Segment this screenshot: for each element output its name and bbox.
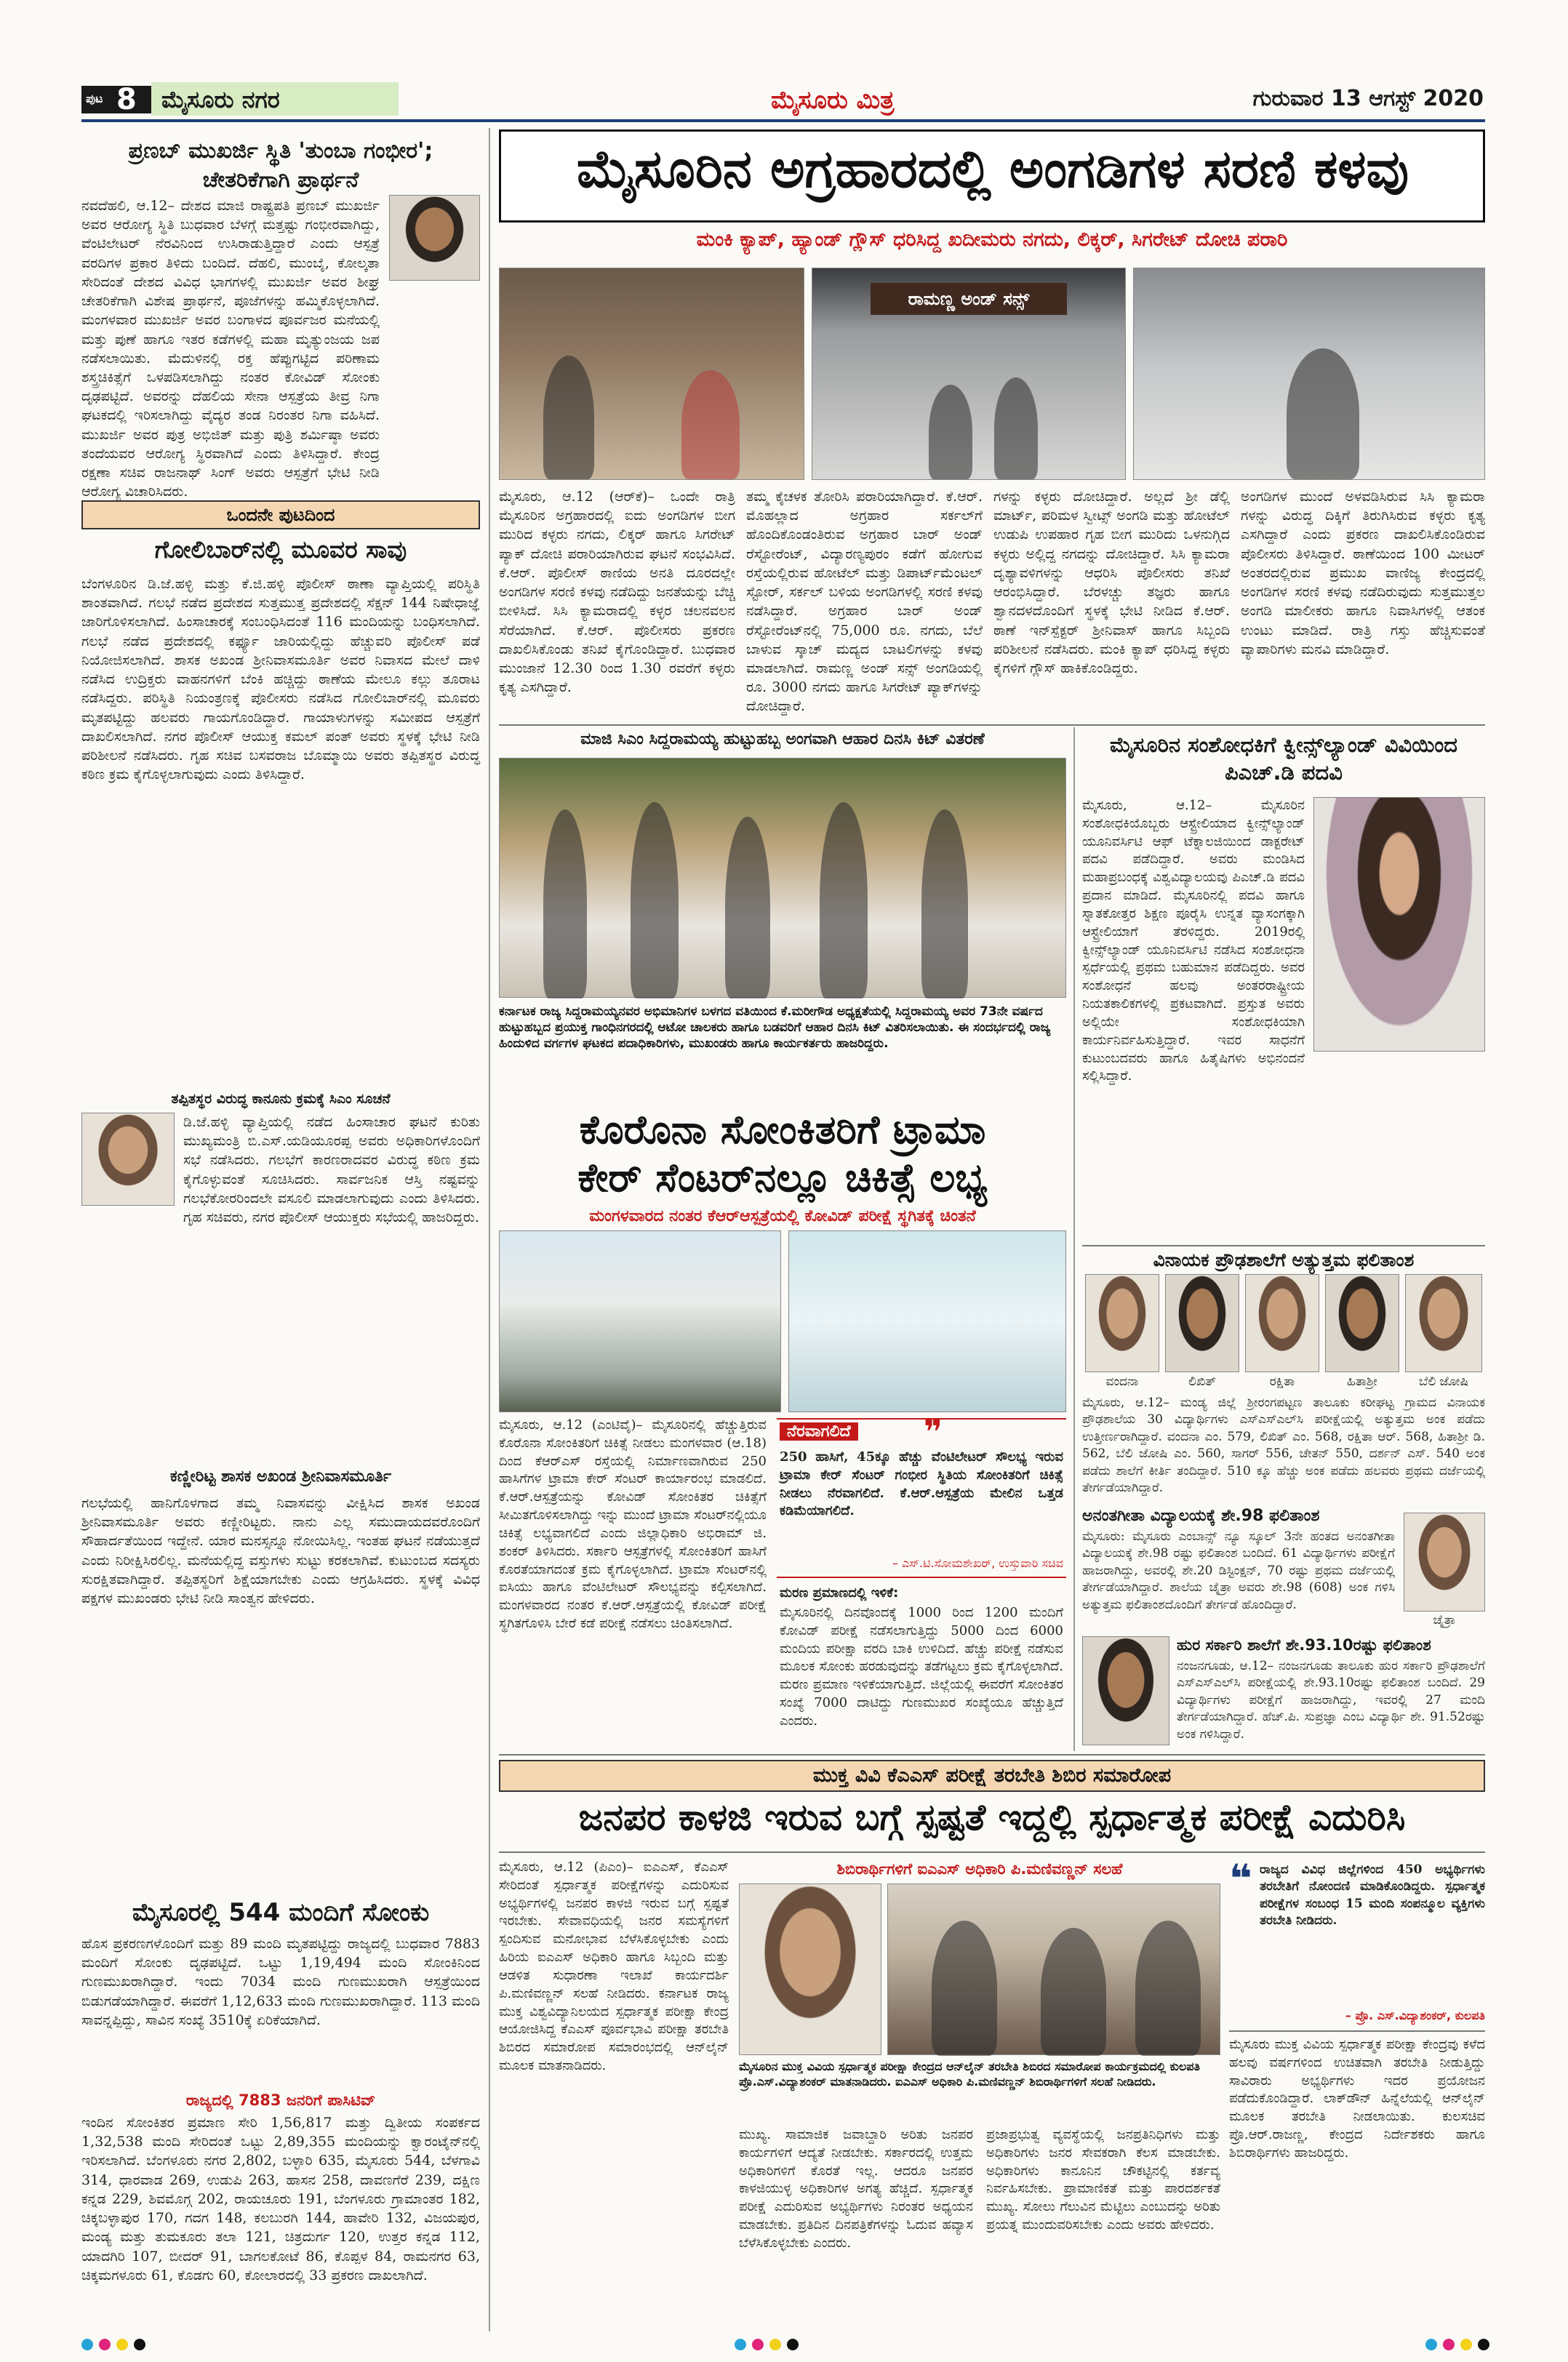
vinayaka-headline: ವಿನಾಯಕ ಪ್ರೌಢಶಾಲೆಗೆ ಅತ್ಯುತ್ತಮ ಫಲಿತಾಂಶ — [1153, 1249, 1415, 1270]
akhanda-subhead: ಕಣ್ಣೀರಿಟ್ಟ ಶಾಸಕ ಅಖಂಡ ಶ್ರೀನಿವಾಸಮೂರ್ತಿ — [169, 1468, 392, 1486]
kit-headline: ಮಾಜಿ ಸಿಎಂ ಸಿದ್ದರಾಮಯ್ಯ ಹುಟ್ಟುಹಬ್ಬ ಅಂಗವಾಗಿ ಆಹಾರ ದಿನಸಿ ಕಿಟ್ ವಿತರಣೆ — [580, 730, 985, 748]
trauma-col-1: ಮೈಸೂರು, ಆ.12 (ಎಂಟಿವೈ)– ಮೈಸೂರಿನಲ್ಲಿ ಹೆಚ್ಚುತ್ತಿರುವ ಕೊರೊನಾ ಸೋಂಕಿತರಿಗೆ ಚಿಕಿತ್ಸೆ ನೀಡಲು ಮಂಗಳವಾರ (ಆ.18) ದಿಂದ ಕೆಆರ್‌ಎಸ್ ರಸ್ತೆಯಲ್ಲಿ ನಿರ್ಮಾಣವಾಗಿರುವ 250 ಹಾಸಿಗೆಗಳ ಟ್ರಾಮಾ ಕೇರ್ ಸೆಂಟರ್ ಕಾರ್ಯಾರಂಭ ಮಾಡಲಿದೆ. ಕೆ.ಆರ್.ಆಸ್ಪತ್ರೆಯನ್ನು ಕೋವಿಡ್ ಸೋಂಕಿತರ ಚಿಕಿತ್ಸೆಗೆ ಸೀಮಿತಗೊಳಿಸಲಾಗಿದ್ದು ಇನ್ನು ಮುಂದೆ ಟ್ರಾಮಾ ಸೆಂಟರ್‌ನಲ್ಲಿಯೂ ಚಿಕಿತ್ಸೆ ಲಭ್ಯವಾಗಲಿದೆ ಎಂದು ಜಿಲ್ಲಾಧಿಕಾರಿ ಅಭಿರಾಮ್ ಜಿ. ಶಂಕರ್ ತಿಳಿಸಿದರು. ಸರ್ಕಾರಿ ಆಸ್ಪತ್ರೆಗಳಲ್ಲಿ ಸೋಂಕಿತರಿಗೆ ಹಾಸಿಗೆ ಕೊರತೆಯಾಗದಂತೆ ಕ್ರಮ ಕೈಗೊಳ್ಳಲಾಗಿದೆ. ಟ್ರಾಮಾ ಸೆಂಟರ್‌ನಲ್ಲಿ ಐಸಿಯು ಹಾಗೂ ವೆಂಟಿಲೇಟರ್ ಸೌಲಭ್ಯವನ್ನು ಕಲ್ಪಿಸಲಾಗಿದೆ. ಮಂಗಳವಾರದ ನಂತರ ಕೆ.ಆರ್.ಆಸ್ಪತ್ರೆಯಲ್ಲಿ ಕೋವಿಡ್ ಪರೀಕ್ಷೆ ಸ್ಥಗಿತಗೊಳಿಸಿ ಬೇರೆ ಕಡೆ ಪರೀಕ್ಷೆ ನಡೆಸಲು ಚಿಂತಿಸಲಾಗಿದೆ. — [499, 1417, 767, 1632]
lead-headline: ಮೈಸೂರಿನ ಅಗ್ರಹಾರದಲ್ಲಿ ಅಂಗಡಿಗಳ ಸರಣಿ ಕಳವು — [576, 138, 1409, 199]
phd-bottom-rule — [1082, 1245, 1485, 1246]
kas-col-1: ಮೈಸೂರು, ಆ.12 (ಪಿಎಂ)– ಐಎಎಸ್, ಕೆಎಎಸ್ ಸೇರಿದಂತೆ ಸ್ಪರ್ಧಾತ್ಮಕ ಪರೀಕ್ಷೆಗಳನ್ನು ಎದುರಿಸುವ ಅಭ್ಯರ್ಥಿಗಳಲ್ಲಿ ಜನಪರ ಕಾಳಜಿ ಇರುವ ಬಗ್ಗೆ ಸ್ಪಷ್ಟತೆ ಇರಬೇಕು. ಸೇವಾವಧಿಯಲ್ಲಿ ಜನರ ಸಮಸ್ಯೆಗಳಿಗೆ ಸ್ಪಂದಿಸುವ ಮನೋಭಾವ ಬೆಳೆಸಿಕೊಳ್ಳಬೇಕು ಎಂದು ಹಿರಿಯ ಐಎಎಸ್ ಅಧಿಕಾರಿ ಹಾಗೂ ಸಿಬ್ಬಂದಿ ಮತ್ತು ಆಡಳಿತ ಸುಧಾರಣಾ ಇಲಾಖೆ ಕಾರ್ಯದರ್ಶಿ ಪಿ.ಮಣಿವಣ್ಣನ್ ಸಲಹೆ ನೀಡಿದರು. ಕರ್ನಾಟಕ ರಾಜ್ಯ ಮುಕ್ತ ವಿಶ್ವವಿದ್ಯಾನಿಲಯದ ಸ್ಪರ್ಧಾತ್ಮಕ ಪರೀಕ್ಷಾ ಕೇಂದ್ರ ಆಯೋಜಿಸಿದ್ದ ಕೆಎಎಸ್ ಪೂರ್ವಭಾವಿ ಪರೀಕ್ಷಾ ತರಬೇತಿ ಶಿಬಿರದ ಸಮಾರೋಪ ಸಮಾರಂಭದಲ್ಲಿ ಆನ್‌ಲೈನ್ ಮೂಲಕ ಮಾತನಾಡಿದರು. — [499, 1859, 729, 2074]
kas-photo-caption: ಮೈಸೂರಿನ ಮುಕ್ತ ವಿವಿಯ ಸ್ಪರ್ಧಾತ್ಮಕ ಪರೀಕ್ಷಾ ಕೇಂದ್ರದ ಆನ್‌ಲೈನ್ ತರಬೇತಿ ಶಿಬಿರದ ಸಮಾರೋಪ ಕಾರ್ಯಕ್ರಮದಲ್ಲಿ ಕುಲಪತಿ ಪ್ರೊ.ಎಸ್.ವಿದ್ಯಾಶಂಕರ್ ಮಾತನಾಡಿದರು. ಐಎಎಸ್ ಅಧಿಕಾರಿ ಪಿ.ಮಣಿವಣ್ಣನ್ ಶಿಬಿರಾರ್ಥಿಗಳಿಗೆ ಸಲಹೆ ನೀಡಿದರು. — [739, 2059, 1200, 2089]
trauma-photo-1 — [499, 1230, 781, 1412]
kas-quote-author: – ಪ್ರೊ. ಎಸ್.ವಿದ್ಯಾಶಂಕರ್, ಕುಲಪತಿ — [1345, 2009, 1485, 2022]
kit-photo — [499, 758, 1066, 998]
state-body: ಇಂದಿನ ಸೋಂಕಿತರ ಪ್ರಮಾಣ ಸೇರಿ 1,56,817 ಮತ್ತು ದ್ವಿತೀಯ ಸಂಪರ್ಕದ 1,32,538 ಮಂದಿ ಸೇರಿದಂತೆ ಒಟ್ಟು 2,89,355 ಮಂದಿಯನ್ನು ಕ್ವಾರಂಟೈನ್‌ನಲ್ಲಿ ಇರಿಸಲಾಗಿದೆ. ಬೆಂಗಳೂರು ನಗರ 2,802, ಬಳ್ಳಾರಿ 635, ಮೈಸೂರು 544, ಬೆಳಗಾವಿ 314, ಧಾರವಾಡ 269, ಉಡುಪಿ 263, ಹಾಸನ 258, ದಾವಣಗೆರೆ 239, ದಕ್ಷಿಣ ಕನ್ನಡ 229, ಶಿವಮೊಗ್ಗ 202, ರಾಯಚೂರು 191, ಬೆಂಗಳೂರು ಗ್ರಾಮಾಂತರ 182, ಚಿಕ್ಕಬಳ್ಳಾಪುರ 170, ಗದಗ 148, ಕಲಬುರಗಿ 144, ಹಾವೇರಿ 132, ವಿಜಯಪುರ, ಮಂಡ್ಯ ಮತ್ತು ತುಮಕೂರು ತಲಾ 121, ಚಿತ್ರದುರ್ಗ 120, ಉತ್ತರ ಕನ್ನಡ 112, ಯಾದಗಿರಿ 107, ಬೀದರ್ 91, ಬಾಗಲಕೋಟೆ 86, ಕೊಪ್ಪಳ 84, ರಾಮನಗರ 63, ಚಿಕ್ಕಮಗಳೂರು 61, ಕೊಡಗು 60, ಕೋಲಾರದಲ್ಲಿ 33 ಪ್ರಕರಣ ದಾಖಲಾಗಿದೆ. — [81, 2115, 480, 2283]
trauma-headline-2: ಕೇರ್ ಸೆಂಟರ್‌ನಲ್ಲೂ ಚಿಕಿತ್ಸೆ ಲಭ್ಯ — [577, 1155, 988, 1201]
goli-headline: ಗೋಲಿಬಾರ್‌ನಲ್ಲಿ ಮೂವರ ಸಾವು — [154, 535, 407, 564]
kit-caption: ಕರ್ನಾಟಕ ರಾಜ್ಯ ಸಿದ್ದರಾಮಯ್ಯನವರ ಅಭಿಮಾನಿಗಳ ಬಳಗದ ವತಿಯಿಂದ ಕೆ.ಮರೀಗೌಡ ಅಧ್ಯಕ್ಷತೆಯಲ್ಲಿ ಸಿದ್ದರಾಮಯ್ಯ ಅವರ 73ನೇ ವರ್ಷದ ಹುಟ್ಟುಹಬ್ಬದ ಪ್ರಯುಕ್ತ ಗಾಂಧಿನಗರದಲ್ಲಿ ಆಟೋ ಚಾಲಕರು ಹಾಗೂ ಬಡವರಿಗೆ ಆಹಾರ ದಿನಸಿ ಕಿಟ್ ವಿತರಿಸಲಾಯಿತು. ಈ ಸಂದರ್ಭದಲ್ಲಿ ರಾಜ್ಯ ಹಿಂದುಳಿದ ವರ್ಗಗಳ ಘಟಕದ ಪದಾಧಿಕಾರಿಗಳು, ಮುಖಂಡರು ಹಾಗೂ ಕಾರ್ಯಕರ್ತರು ಹಾಜರಿದ್ದರು. — [499, 1004, 1051, 1052]
page-label: ಪುಟ — [86, 92, 103, 105]
ananthagiri-photo — [1404, 1513, 1485, 1612]
trauma-col2-label: ಮರಣ ಪ್ರಮಾಣದಲ್ಲಿ ಇಳಿಕೆ: — [780, 1585, 899, 1601]
lead-col-4: ಅಂಗಡಿಗಳ ಮುಂದೆ ಅಳವಡಿಸಿರುವ ಸಿಸಿ ಕ್ಯಾಮರಾ ಗಳನ್ನು ವಿರುದ್ಧ ದಿಕ್ಕಿಗೆ ತಿರುಗಿಸಿರುವ ಕಳ್ಳರು ಕೃತ್ಯ ಎಸಗಿದ್ದಾರೆ ಎಂದು ಪ್ರಕರಣ ದಾಖಲಿಸಿಕೊಂಡಿರುವ ಪೊಲೀಸರು ತಿಳಿಸಿದ್ದಾರೆ. ಠಾಣೆಯಿಂದ 100 ಮೀಟರ್ ಅಂತರದಲ್ಲಿರುವ ಪ್ರಮುಖ ವಾಣಿಜ್ಯ ಕೇಂದ್ರದಲ್ಲಿ ಅಂಗಡಿಗಳ ಸರಣಿ ಕಳವು ನಡೆದಿರುವುದು ಸುತ್ತಮುತ್ತಲ ಅಂಗಡಿ ಮಾಲೀಕರು ಹಾಗೂ ನಿವಾಸಿಗಳಲ್ಲಿ ಆತಂಕ ಉಂಟು ಮಾಡಿದೆ. ರಾತ್ರಿ ಗಸ್ತು ಹೆಚ್ಚಿಸುವಂತೆ ವ್ಯಾಪಾರಿಗಳು ಮನವಿ ಮಾಡಿದ್ದಾರೆ. — [1241, 489, 1485, 657]
student-photo — [1325, 1274, 1399, 1372]
kas-top-rule — [499, 1754, 1485, 1756]
cm-subhead: ತಪ್ಪಿತಸ್ಥರ ವಿರುದ್ಧ ಕಾನೂನು ಕ್ರಮಕ್ಕೆ ಸಿಎಂ ಸೂಚನೆ — [171, 1091, 391, 1107]
left-col-rule — [489, 128, 490, 2331]
student-name: ಬೆಲಿ ಜೋಷಿ — [1419, 1374, 1468, 1389]
lead-col-1: ಮೈಸೂರು, ಆ.12 (ಆರ್‌ಕೆ)– ಒಂದೇ ರಾತ್ರಿ ಮೈಸೂರಿನ ಅಗ್ರಹಾರದಲ್ಲಿ ಐದು ಅಂಗಡಿಗಳ ಬೀಗ ಮುರಿದ ಕಳ್ಳರು ನಗದು, ಲಿಕ್ಕರ್ ಹಾಗೂ ಸಿಗರೇಟ್ ಪ್ಯಾಕ್ ದೋಚಿ ಪರಾರಿಯಾಗಿರುವ ಘಟನೆ ಸಂಭವಿಸಿದೆ. ಕೆ.ಆರ್. ಪೊಲೀಸ್ ಠಾಣಿಯ ಅನತಿ ದೂರದಲ್ಲೇ ಅಂಗಡಿಗಳ ಸರಣಿ ಕಳವು ನಡೆದಿದ್ದು ಜನತೆಯನ್ನು ಬೆಚ್ಚಿ ಬೀಳಿಸಿದೆ. ಸಿಸಿ ಕ್ಯಾಮರಾದಲ್ಲಿ ಕಳ್ಳರ ಚಲನವಲನ ಸೆರೆಯಾಗಿದೆ. ಕೆ.ಆರ್. ಪೊಲೀಸರು ಪ್ರಕರಣ ದಾಖಲಿಸಿಕೊಂಡು ತನಿಖೆ ಕೈಗೊಂಡಿದ್ದಾರೆ. ಬುಧವಾರ ಮುಂಜಾನೆ 12.30 ರಿಂದ 1.30 ರವರೆಗೆ ಕಳ್ಳರು ಕೃತ್ಯ ಎಸಗಿದ್ದಾರೆ. — [499, 489, 735, 696]
ananthagiri-headline: ಅನಂತಗೀತಾ ವಿದ್ಯಾಲಯಕ್ಕೆ ಶೇ.98 ಫಲಿತಾಂಶ — [1082, 1507, 1320, 1525]
registration-dots — [1425, 2339, 1495, 2353]
pranab-photo — [389, 195, 480, 281]
lead-photo-3 — [1133, 268, 1485, 480]
trauma-photo-2 — [788, 1230, 1066, 1412]
phd-headline: ಮೈಸೂರಿನ ಸಂಶೋಧಕಿಗೆ ಕ್ವೀನ್ಸ್‌ಲ್ಯಾಂಡ್ ವಿವಿಯಿಂದ ಪಿಎಚ್.ಡಿ ಪದವಿ — [1110, 732, 1457, 785]
hura-photo — [1082, 1636, 1169, 1745]
quote-open-icon: ❝ — [1229, 1856, 1252, 1902]
vinayaka-body: ಮೈಸೂರು, ಆ.12– ಮಂಡ್ಯ ಜಿಲ್ಲೆ ಶ್ರೀರಂಗಪಟ್ಟಣ ತಾಲೂಕು ಕರೀಘಟ್ಟ ಗ್ರಾಮದ ವಿನಾಯಕ ಪ್ರೌಢಶಾಲೆಯ 30 ವಿದ್ಯಾರ್ಥಿಗಳು ಎಸ್‌ಎಸ್‌ಎಲ್‌ಸಿ ಪರೀಕ್ಷೆಯಲ್ಲಿ ಅತ್ಯುತ್ತಮ ಅಂಕ ಪಡೆದು ಉತ್ತೀರ್ಣರಾಗಿದ್ದಾರೆ. ವಂದನಾ ಎಂ. 579, ಲಿಖಿತ್ ಎಂ. 568, ರಕ್ಷಿತಾ ಆರ್. 568, ಹಿತಾಶ್ರೀ ಡಿ. 562, ಬೆಲಿ ಜೋಷಿ ಎಂ. 560, ಸಾಗರ್ 556, ಚೇತನ್ 550, ದರ್ಶನ್ ಎಸ್. 540 ಅಂಕ ಪಡೆದು ಶಾಲೆಗೆ ಕೀರ್ತಿ ತಂದಿದ್ದಾರೆ. 510 ಕ್ಕೂ ಹೆಚ್ಚು ಅಂಕ ಪಡೆದು ಹಲವರು ಪ್ರಥಮ ದರ್ಜೆಯಲ್ಲಿ ತೇರ್ಗಡೆಯಾಗಿದ್ದಾರೆ. — [1082, 1396, 1485, 1496]
section-title: ಮೈಸೂರು ನಗರ — [161, 86, 280, 113]
student-name: ರಕ್ಷಿತಾ — [1269, 1374, 1295, 1389]
lead-photo-1 — [499, 268, 804, 480]
page-number: 8 — [116, 83, 137, 116]
kas-col-4: ಮೈಸೂರು ಮುಕ್ತ ವಿವಿಯ ಸ್ಪರ್ಧಾತ್ಮಕ ಪರೀಕ್ಷಾ ಕೇಂದ್ರವು ಕಳೆದ ಹಲವು ವರ್ಷಗಳಿಂದ ಉಚಿತವಾಗಿ ತರಬೇತಿ ನೀಡುತ್ತಿದ್ದು ಸಾವಿರಾರು ಅಭ್ಯರ್ಥಿಗಳು ಇದರ ಪ್ರಯೋಜನ ಪಡೆದುಕೊಂಡಿದ್ದಾರೆ. ಲಾಕ್‌ಡೌನ್ ಹಿನ್ನೆಲೆಯಲ್ಲಿ ಆನ್‌ಲೈನ್ ಮೂಲಕ ತರಬೇತಿ ನೀಡಲಾಯಿತು. ಕುಲಸಚಿವ ಪ್ರೊ.ಆರ್.ರಾಜಣ್ಣ, ಕೇಂದ್ರದ ನಿರ್ದೇಶಕರು ಹಾಗೂ ಶಿಬಿರಾರ್ಥಿಗಳು ಹಾಜರಿದ್ದರು. — [1229, 2037, 1485, 2161]
student-photo — [1405, 1274, 1482, 1372]
registration-dots — [81, 2339, 151, 2353]
paper-name: ಮೈಸೂರು ಮಿತ್ರ — [771, 86, 895, 115]
kas-col-2: ಮುಖ್ಯ. ಸಾಮಾಜಿಕ ಜವಾಬ್ದಾರಿ ಅರಿತು ಜನಪರ ಕಾರ್ಯಗಳಿಗೆ ಆದ್ಯತೆ ನೀಡಬೇಕು. ಸರ್ಕಾರದಲ್ಲಿ ಉತ್ತಮ ಅಧಿಕಾರಿಗಳಿಗೆ ಕೊರತೆ ಇಲ್ಲ. ಆದರೂ ಜನಪರ ಕಾಳಜಿಯುಳ್ಳ ಅಧಿಕಾರಿಗಳ ಅಗತ್ಯ ಹೆಚ್ಚಿದೆ. ಸ್ಪರ್ಧಾತ್ಮಕ ಪರೀಕ್ಷೆ ಎದುರಿಸುವ ಅಭ್ಯರ್ಥಿಗಳು ನಿರಂತರ ಅಧ್ಯಯನ ಮಾಡಬೇಕು. ಪ್ರತಿದಿನ ದಿನಪತ್ರಿಕೆಗಳನ್ನು ಓದುವ ಹವ್ಯಾಸ ಬೆಳೆಸಿಕೊಳ್ಳಬೇಕು ಎಂದರು. — [739, 2127, 973, 2251]
lead-photo-2 — [812, 268, 1126, 480]
student-name: ಹಿತಾಶ್ರೀ — [1347, 1374, 1377, 1389]
trauma-col-2: ಮೈಸೂರಿನಲ್ಲಿ ದಿನವೊಂದಕ್ಕೆ 1000 ರಿಂದ 1200 ಮಂದಿಗೆ ಕೋವಿಡ್ ಪರೀಕ್ಷೆ ನಡೆಸಲಾಗುತ್ತಿದ್ದು 5000 ದಿಂದ 6000 ಮಂದಿಯ ಪರೀಕ್ಷಾ ವರದಿ ಬಾಕಿ ಉಳಿದಿದೆ. ಹೆಚ್ಚು ಪರೀಕ್ಷೆ ನಡೆಸುವ ಮೂಲಕ ಸೋಂಕು ಹರಡುವುದನ್ನು ತಡೆಗಟ್ಟಲು ಕ್ರಮ ಕೈಗೊಳ್ಳಲಾಗಿದೆ. ಮರಣ ಪ್ರಮಾಣ ಇಳಿಕೆಯಾಗುತ್ತಿದೆ. ಜಿಲ್ಲೆಯಲ್ಲಿ ಈವರೆಗೆ ಸೋಂಕಿತರ ಸಂಖ್ಯೆ 7000 ದಾಟಿದ್ದು ಗುಣಮುಖರ ಸಂಖ್ಯೆಯೂ ಹೆಚ್ಚುತ್ತಿದೆ ಎಂದರು. — [780, 1605, 1063, 1729]
hura-headline: ಹುರ ಸರ್ಕಾರಿ ಶಾಲೆಗೆ ಶೇ.93.10ರಷ್ಟು ಫಲಿತಾಂಶ — [1177, 1636, 1431, 1654]
lead-col-2: ತಮ್ಮ ಕೈಚಳಕ ತೋರಿಸಿ ಪರಾರಿಯಾಗಿದ್ದಾರೆ. ಕೆ.ಆರ್. ಮೊಹಲ್ಲಾದ ಅಗ್ರಹಾರ ಸರ್ಕಲ್‌ಗೆ ಹೊಂದಿಕೊಂಡಂತಿರುವ ಅಗ್ರಹಾರ ಬಾರ್ ಅಂಡ್ ರೆಸ್ಟೋರೆಂಟ್, ವಿದ್ಯಾರಣ್ಯಪುರಂ ಕಡೆಗೆ ಹೋಗುವ ರಸ್ತೆಯಲ್ಲಿರುವ ಹೋಟೆಲ್ ಮತ್ತು ಡಿಪಾರ್ಟ್‌ಮೆಂಟಲ್ ಸ್ಟೋರ್, ಸರ್ಕಲ್ ಬಳಿಯ ಅಂಗಡಿಗಳಲ್ಲಿ ಸರಣಿ ಕಳವು ನಡೆಸಿದ್ದಾರೆ. ಅಗ್ರಹಾರ ಬಾರ್ ಅಂಡ್ ರೆಸ್ಟೋರೆಂಟ್‌ನಲ್ಲಿ 75,000 ರೂ. ನಗದು, ಬೆಲೆ ಬಾಳುವ ಸ್ಕಾಚ್ ಮದ್ಯದ ಬಾಟಲಿಗಳನ್ನು ಕಳವು ಮಾಡಲಾಗಿದೆ. ರಾಮಣ್ಣ ಅಂಡ್ ಸನ್ಸ್ ಅಂಗಡಿಯಲ್ಲಿ ರೂ. 3000 ನಗದು ಹಾಗೂ ಸಿಗರೇಟ್ ಪ್ಯಾಕ್‌ಗಳನ್ನು ದೋಚಿದ್ದಾರೆ. — [746, 489, 983, 715]
goli-body: ಬೆಂಗಳೂರಿನ ಡಿ.ಜೆ.ಹಳ್ಳಿ ಮತ್ತು ಕೆ.ಜಿ.ಹಳ್ಳಿ ಪೊಲೀಸ್ ಠಾಣಾ ವ್ಯಾಪ್ತಿಯಲ್ಲಿ ಪರಿಸ್ಥಿತಿ ಶಾಂತವಾಗಿದೆ. ಗಲಭೆ ನಡೆದ ಪ್ರದೇಶದ ಸುತ್ತಮುತ್ತ ಪ್ರದೇಶದಲ್ಲಿ ಸೆಕ್ಷನ್ 144 ನಿಷೇಧಾಜ್ಞೆ ಜಾರಿಗೊಳಿಸಲಾಗಿದೆ. ಹಿಂಸಾಚಾರಕ್ಕೆ ಸಂಬಂಧಿಸಿದಂತೆ 116 ಮಂದಿಯನ್ನು ಬಂಧಿಸಲಾಗಿದೆ. ಗಲಭೆ ನಡೆದ ಪ್ರದೇಶದಲ್ಲಿ ಕರ್ಫ್ಯೂ ಜಾರಿಯಲ್ಲಿದ್ದು ಹೆಚ್ಚುವರಿ ಪೊಲೀಸ್ ಪಡೆ ನಿಯೋಜಿಸಲಾಗಿದೆ. ಶಾಸಕ ಅಖಂಡ ಶ್ರೀನಿವಾಸಮೂರ್ತಿ ಅವರ ನಿವಾಸದ ಮೇಲೆ ದಾಳಿ ನಡೆಸಿದ ಉದ್ರಿಕ್ತರು ವಾಹನಗಳಿಗೆ ಬೆಂಕಿ ಹಚ್ಚಿದ್ದು ಠಾಣೆಯ ಮೇಲೂ ಕಲ್ಲು ತೂರಾಟ ನಡೆಸಿದ್ದರು. ಪರಿಸ್ಥಿತಿ ನಿಯಂತ್ರಣಕ್ಕೆ ಪೊಲೀಸರು ನಡೆಸಿದ ಗೋಲಿಬಾರ್‌ನಲ್ಲಿ ಮೂವರು ಮೃತಪಟ್ಟಿದ್ದು ಹಲವರು ಗಾಯಗೊಂಡಿದ್ದಾರೆ. ಗಾಯಾಳುಗಳನ್ನು ಸಮೀಪದ ಆಸ್ಪತ್ರೆಗೆ ದಾಖಲಿಸಲಾಗಿದೆ. ನಗರ ಪೊಲೀಸ್ ಆಯುಕ್ತ ಕಮಲ್ ಪಂತ್ ಅವರು ಸ್ಥಳಕ್ಕೆ ಭೇಟಿ ನೀಡಿ ಪರಿಶೀಲನೆ ನಡೆಸಿದರು. ಗೃಹ ಸಚಿವ ಬಸವರಾಜ ಬೊಮ್ಮಾಯಿ ಅವರು ತಪ್ಪಿತಸ್ಥರ ವಿರುದ್ಧ ಕಠಿಣ ಕ್ರಮ ಕೈಗೊಳ್ಳಲಾಗುವುದು ಎಂದು ತಿಳಿಸಿದ್ದಾರೆ. — [81, 576, 480, 783]
ondane-bar: ಒಂದನೇ ಪುಟದಿಂದ — [81, 500, 480, 529]
ananthagiri-photo-name: ಚೈತ್ರಾ — [1433, 1613, 1456, 1628]
phd-body: ಮೈಸೂರು, ಆ.12– ಮೈಸೂರಿನ ಸಂಶೋಧಕಿಯೊಬ್ಬರು ಆಸ್ಟ್ರೇಲಿಯಾದ ಕ್ವೀನ್ಸ್‌ಲ್ಯಾಂಡ್ ಯೂನಿವರ್ಸಿಟಿ ಆಫ್ ಟೆಕ್ನಾಲಜಿಯಿಂದ ಡಾಕ್ಟರೇಟ್ ಪದವಿ ಪಡೆದಿದ್ದಾರೆ. ಅವರು ಮಂಡಿಸಿದ ಮಹಾಪ್ರಬಂಧಕ್ಕೆ ವಿಶ್ವವಿದ್ಯಾಲಯವು ಪಿಎಚ್.ಡಿ ಪದವಿ ಪ್ರದಾನ ಮಾಡಿದೆ. ಮೈಸೂರಿನಲ್ಲಿ ಪದವಿ ಹಾಗೂ ಸ್ನಾತಕೋತ್ತರ ಶಿಕ್ಷಣ ಪೂರೈಸಿ ಉನ್ನತ ವ್ಯಾಸಂಗಕ್ಕಾಗಿ ಆಸ್ಟ್ರೇಲಿಯಾಗೆ ತೆರಳಿದ್ದರು. 2019ರಲ್ಲಿ ಕ್ವೀನ್ಸ್‌ಲ್ಯಾಂಡ್ ಯೂನಿವರ್ಸಿಟಿ ನಡೆಸಿದ ಸಂಶೋಧನಾ ಸ್ಪರ್ಧೆಯಲ್ಲಿ ಪ್ರಥಮ ಬಹುಮಾನ ಪಡೆದಿದ್ದರು. ಅವರ ಸಂಶೋಧನೆ ಹಲವು ಅಂತರರಾಷ್ಟ್ರೀಯ ನಿಯತಕಾಲಿಕಗಳಲ್ಲಿ ಪ್ರಕಟವಾಗಿದೆ. ಪ್ರಸ್ತುತ ಅವರು ಅಲ್ಲಿಯೇ ಸಂಶೋಧಕಿಯಾಗಿ ಕಾರ್ಯನಿರ್ವಹಿಸುತ್ತಿದ್ದಾರೆ. ಇವರ ಸಾಧನೆಗೆ ಕುಟುಂಬದವರು ಹಾಗೂ ಹಿತೈಷಿಗಳು ಅಭಿನಂದನೆ ಸಲ್ಲಿಸಿದ್ದಾರೆ. — [1082, 798, 1305, 1084]
phd-body-cont — [1082, 1062, 1485, 1244]
akhanda-body: ಗಲಭೆಯಲ್ಲಿ ಹಾನಿಗೊಳಗಾದ ತಮ್ಮ ನಿವಾಸವನ್ನು ವೀಕ್ಷಿಸಿದ ಶಾಸಕ ಅಖಂಡ ಶ್ರೀನಿವಾಸಮೂರ್ತಿ ಅವರು ಕಣ್ಣೀರಿಟ್ಟರು. ನಾನು ಎಲ್ಲ ಸಮುದಾಯದವರೊಂದಿಗೆ ಸೌಹಾರ್ದತೆಯಿಂದ ಇದ್ದೇನೆ. ಯಾರ ಮನಸ್ಸನ್ನೂ ನೋಯಿಸಿಲ್ಲ. ಇಂತಹ ಘಟನೆ ನಡೆಯುತ್ತದೆ ಎಂದು ನಿರೀಕ್ಷಿಸಿರಲಿಲ್ಲ. ಮನೆಯಲ್ಲಿದ್ದ ವಸ್ತುಗಳು ಸುಟ್ಟು ಕರಕಲಾಗಿವೆ. ಕುಟುಂಬದ ಸದಸ್ಯರು ಸುರಕ್ಷಿತವಾಗಿದ್ದಾರೆ. ತಪ್ಪಿತಸ್ಥರಿಗೆ ಶಿಕ್ಷೆಯಾಗಬೇಕು ಎಂದು ಆಗ್ರಹಿಸಿದರು. ಸ್ಥಳಕ್ಕೆ ವಿವಿಧ ಪಕ್ಷಗಳ ಮುಖಂಡರು ಭೇಟಿ ನೀಡಿ ಸಾಂತ್ವನ ಹೇಳಿದರು. — [81, 1495, 480, 1607]
kas-col-3: ಪ್ರಜಾಪ್ರಭುತ್ವ ವ್ಯವಸ್ಥೆಯಲ್ಲಿ ಜನಪ್ರತಿನಿಧಿಗಳು ಮತ್ತು ಅಧಿಕಾರಿಗಳು ಜನರ ಸೇವಕರಾಗಿ ಕೆಲಸ ಮಾಡಬೇಕು. ಅಧಿಕಾರಿಗಳು ಕಾನೂನಿನ ಚೌಕಟ್ಟಿನಲ್ಲಿ ಕರ್ತವ್ಯ ನಿರ್ವಹಿಸಬೇಕು. ಪ್ರಾಮಾಣಿಕತೆ ಮತ್ತು ಪಾರದರ್ಶಕತೆ ಮುಖ್ಯ. ಸೋಲು ಗೆಲುವಿನ ಮೆಟ್ಟಿಲು ಎಂಬುದನ್ನು ಅರಿತು ಪ್ರಯತ್ನ ಮುಂದುವರಿಸಬೇಕು ಎಂದು ಅವರು ಹೇಳಿದರು. — [986, 2127, 1220, 2233]
kas-quote: ರಾಜ್ಯದ ವಿವಿಧ ಜಿಲ್ಲೆಗಳಿಂದ 450 ಅಭ್ಯರ್ಥಿಗಳು ತರಬೇತಿಗೆ ನೋಂದಣಿ ಮಾಡಿಕೊಂಡಿದ್ದರು. ಸ್ಪರ್ಧಾತ್ಮಕ ಪರೀಕ್ಷೆಗಳ ಸಂಬಂಧ 15 ಮಂದಿ ಸಂಪನ್ಮೂಲ ವ್ಯಕ್ತಿಗಳು ತರಬೇತಿ ನೀಡಿದರು. — [1260, 1862, 1485, 1929]
lead-subhead: ಮಂಕಿ ಕ್ಯಾಪ್, ಹ್ಯಾಂಡ್ ಗ್ಲೌಸ್ ಧರಿಸಿದ್ದ ಖದೀಮರು ನಗದು, ಲಿಕ್ಕರ್, ಸಿಗರೇಟ್ ದೋಚಿ ಪರಾರಿ — [696, 228, 1288, 251]
state-subhead: ರಾಜ್ಯದಲ್ಲಿ 7883 ಜನರಿಗೆ ಪಾಸಿಟಿವ್ — [185, 2091, 376, 2109]
k544-headline: ಮೈಸೂರಲ್ಲಿ 544 ಮಂದಿಗೆ ಸೋಂಕು — [132, 1898, 430, 1927]
shop-sign: ರಾಮಣ್ಣ ಅಂಡ್ ಸನ್ಸ್ — [871, 283, 1067, 315]
quote-mark-icon: ❞ — [924, 1414, 943, 1451]
kas-caption-red: ಶಿಬಿರಾರ್ಥಿಗಳಿಗೆ ಐಎಎಸ್ ಅಧಿಕಾರಿ ಪಿ.ಮಣಿವಣ್ಣನ್ ಸಲಹೆ — [836, 1860, 1123, 1878]
student-name: ವಂದನಾ — [1105, 1374, 1139, 1389]
pranab-headline: ಪ್ರಣಬ್ ಮುಖರ್ಜಿ ಸ್ಥಿತಿ 'ತುಂಬಾ ಗಂಭೀರ'; ಚೇತರಿಕೆಗಾಗಿ ಪ್ರಾರ್ಥನೆ — [128, 138, 433, 193]
phd-photo — [1313, 797, 1485, 1052]
trauma-quote: 250 ಹಾಸಿಗೆ, 45ಕ್ಕೂ ಹೆಚ್ಚು ವೆಂಟಿಲೇಟರ್ ಸೌಲಭ್ಯ ಇರುವ ಟ್ರಾಮಾ ಕೇರ್ ಸೆಂಟರ್ ಗಂಭೀರ ಸ್ಥಿತಿಯ ಸೋಂಕಿತರಿಗೆ ಚಿಕಿತ್ಸೆ ನೀಡಲು ನೆರವಾಗಲಿದೆ. ಕೆ.ಆರ್.ಆಸ್ಪತ್ರೆಯ ಮೇಲಿನ ಒತ್ತಡ ಕಡಿಮೆಯಾಗಲಿದೆ. — [780, 1449, 1063, 1519]
pranab-body: ನವದೆಹಲಿ, ಆ.12– ದೇಶದ ಮಾಜಿ ರಾಷ್ಟ್ರಪತಿ ಪ್ರಣಬ್ ಮುಖರ್ಜಿ ಅವರ ಆರೋಗ್ಯ ಸ್ಥಿತಿ ಬುಧವಾರ ಬೆಳಗ್ಗೆ ಮತ್ತಷ್ಟು ಗಂಭೀರವಾಗಿದ್ದು, ವೆಂಟಿಲೇಟರ್ ನೆರವಿನಿಂದ ಉಸಿರಾಡುತ್ತಿದ್ದಾರೆ ಎಂದು ಆಸ್ಪತ್ರೆ ವರದಿಗಳ ಪ್ರಕಾರ ತಿಳಿದು ಬಂದಿದೆ. ದೆಹಲಿ, ಮುಂಬೈ, ಕೋಲ್ಕತಾ ಸೇರಿದಂತೆ ದೇಶದ ವಿವಿಧ ಭಾಗಗಳಲ್ಲಿ ಮುಖರ್ಜಿ ಅವರ ಶೀಘ್ರ ಚೇತರಿಕೆಗಾಗಿ ವಿಶೇಷ ಪ್ರಾರ್ಥನೆ, ಪೂಜೆಗಳನ್ನು ಹಮ್ಮಿಕೊಳ್ಳಲಾಗಿದೆ. ಮಂಗಳವಾರ ಮುಖರ್ಜಿ ಅವರ ಬಂಗಾಳದ ಪೂರ್ವಜರ ಮನೆಯಲ್ಲಿ ಮತ್ತು ಪುಣೆ ಹಾಗೂ ಇತರ ಕಡೆಗಳಲ್ಲಿ ಮಹಾ ಮೃತ್ಯುಂಜಯ ಜಪ ನಡೆಸಲಾಯಿತು. ಮೆದುಳಿನಲ್ಲಿ ರಕ್ತ ಹೆಪ್ಪುಗಟ್ಟಿದ ಪರಿಣಾಮ ಶಸ್ತ್ರಚಿಕಿತ್ಸೆಗೆ ಒಳಪಡಿಸಲಾಗಿದ್ದು ನಂತರ ಕೋವಿಡ್ ಸೋಂಕು ದೃಢಪಟ್ಟಿದೆ. ಅವರನ್ನು ದೆಹಲಿಯ ಸೇನಾ ಆಸ್ಪತ್ರೆಯ ತೀವ್ರ ನಿಗಾ ಘಟಕದಲ್ಲಿ ಇರಿಸಲಾಗಿದ್ದು ವೈದ್ಯರ ತಂಡ ನಿರಂತರ ನಿಗಾ ವಹಿಸಿದೆ. ಮುಖರ್ಜಿ ಅವರ ಪುತ್ರ ಅಭಿಜಿತ್ ಮತ್ತು ಪುತ್ರಿ ಶರ್ಮಿಷ್ಠಾ ಅವರು ತಂದೆಯವರ ಆರೋಗ್ಯ ಸ್ಥಿರವಾಗಿದೆ ಎಂದು ತಿಳಿಸಿದ್ದಾರೆ. ಕೇಂದ್ರ ರಕ್ಷಣಾ ಸಚಿವ ರಾಜನಾಥ್ ಸಿಂಗ್ ಅವರು ಆಸ್ಪತ್ರೆಗೆ ಭೇಟಿ ನೀಡಿ ಆರೋಗ್ಯ ವಿಚಾರಿಸಿದರು. — [81, 198, 380, 500]
vinayaka-photos — [1082, 1274, 1485, 1390]
hura-body: ನಂಜನಗೂಡು, ಆ.12– ನಂಜನಗೂಡು ತಾಲೂಕು ಹುರ ಸರ್ಕಾರಿ ಪ್ರೌಢಶಾಲೆಗೆ ಎಸ್‌ಎಸ್‌ಎಲ್‌ಸಿ ಪರೀಕ್ಷೆಯಲ್ಲಿ ಶೇ.93.10ರಷ್ಟು ಫಲಿತಾಂಶ ಬಂದಿದೆ. 29 ವಿದ್ಯಾರ್ಥಿಗಳು ಪರೀಕ್ಷೆಗೆ ಹಾಜರಾಗಿದ್ದು, ಇವರಲ್ಲಿ 27 ಮಂದಿ ತೇರ್ಗಡೆಯಾಗಿದ್ದಾರೆ. ಹೆಚ್.ಪಿ. ಸುಪ್ರಜ್ಞಾ ಎಂಬ ವಿದ್ಯಾರ್ಥಿ ಶೇ. 91.52ರಷ್ಟು ಅಂಕ ಗಳಿಸಿದ್ದಾರೆ. — [1177, 1659, 1485, 1742]
kas-headline-rule — [499, 1851, 1485, 1853]
kas-quote-rule — [1229, 2030, 1485, 2032]
ananthagiri-body: ಮೈಸೂರು: ಮೈಸೂರು ಎಂಬಾನ್ಸ್ ನ್ಯೂ ಸ್ಕೂಲ್ 3ನೇ ಹಂತದ ಅನಂತಗೀತಾ ವಿದ್ಯಾಲಯಕ್ಕೆ ಶೇ.98 ರಷ್ಟು ಫಲಿತಾಂಶ ಬಂದಿದೆ. 61 ವಿದ್ಯಾರ್ಥಿಗಳು ಪರೀಕ್ಷೆಗೆ ಹಾಜರಾಗಿದ್ದು, ಅವರಲ್ಲಿ ಶೇ.20 ಡಿಸ್ಟಿಂಕ್ಷನ್, 70 ರಷ್ಟು ಪ್ರಥಮ ದರ್ಜೆಯಲ್ಲಿ ತೇರ್ಗಡೆಯಾಗಿದ್ದಾರೆ. ಶಾಲೆಯ ಚೈತ್ರಾ ಅವರು ಶೇ.98 (608) ಅಂಕ ಗಳಿಸಿ ಅತ್ಯುತ್ತಮ ಫಲಿತಾಂಶದೊಂದಿಗೆ ತೇರ್ಗಡೆ ಹೊಂದಿದ್ದಾರೆ. — [1082, 1529, 1395, 1612]
kas-photo-2 — [887, 1883, 1220, 2055]
trauma-quote-label: ನೆರವಾಗಲಿದೆ — [780, 1422, 858, 1441]
kas-band: ಮುಕ್ತ ವಿವಿ ಕೆಎಎಸ್ ಪರೀಕ್ಷೆ ತರಬೇತಿ ಶಿಬಿರ ಸಮಾರೋಪ — [499, 1760, 1485, 1792]
kas-headline: ಜನಪರ ಕಾಳಜಿ ಇರುವ ಬಗ್ಗೆ ಸ್ಪಷ್ಟತೆ ಇದ್ದಲ್ಲಿ ಸ್ಪರ್ಧಾತ್ಮಕ ಪರೀಕ್ಷೆ ಎದುರಿಸಿ — [578, 1796, 1406, 1838]
kas-photo-1 — [739, 1883, 881, 2055]
registration-dots — [735, 2339, 804, 2353]
student-name: ಲಿಖಿತ್ — [1188, 1374, 1216, 1389]
student-photo — [1245, 1274, 1319, 1372]
lead-bottom-rule — [499, 724, 1485, 726]
trauma-quote-author: – ಎಸ್.ಟಿ.ಸೋಮಶೇಖರ್, ಉಸ್ತುವಾರಿ ಸಚಿವ — [892, 1556, 1063, 1570]
cm-body: ಡಿ.ಜೆ.ಹಳ್ಳಿ ವ್ಯಾಪ್ತಿಯಲ್ಲಿ ನಡೆದ ಹಿಂಸಾಚಾರ ಘಟನೆ ಕುರಿತು ಮುಖ್ಯಮಂತ್ರಿ ಬಿ.ಎಸ್.ಯಡಿಯೂರಪ್ಪ ಅವರು ಅಧಿಕಾರಿಗಳೊಂದಿಗೆ ಸಭೆ ನಡೆಸಿದರು. ಗಲಭೆಗೆ ಕಾರಣರಾದವರ ವಿರುದ್ಧ ಕಠಿಣ ಕ್ರಮ ಕೈಗೊಳ್ಳುವಂತೆ ಸೂಚಿಸಿದರು. ಸಾರ್ವಜನಿಕ ಆಸ್ತಿ ನಷ್ಟವನ್ನು ಗಲಭೆಕೋರರಿಂದಲೇ ವಸೂಲಿ ಮಾಡಲಾಗುವುದು ಎಂದು ತಿಳಿಸಿದರು. ಗೃಹ ಸಚಿವರು, ನಗರ ಪೊಲೀಸ್ ಆಯುಕ್ತರು ಸಭೆಯಲ್ಲಿ ಹಾಜರಿದ್ದರು. — [183, 1114, 480, 1226]
issue-date: ಗುರುವಾರ 13 ಆಗಸ್ಟ್ 2020 — [1252, 86, 1484, 111]
page-number-box — [81, 83, 151, 116]
lead-col-3: ಗಳನ್ನು ಕಳ್ಳರು ದೋಚಿದ್ದಾರೆ. ಅಲ್ಲದೆ ಶ್ರೀ ಡೆಲ್ಲಿ ಮಾರ್ಟ್, ಪರಿಮಳ ಸ್ವೀಟ್ಸ್ ಅಂಗಡಿ ಮತ್ತು ಹೋಟೆಲ್ ಉಡುಪಿ ಉಪಹಾರ ಗೃಹ ಬೀಗ ಮುರಿದು ಒಳನುಗ್ಗಿದ ಕಳ್ಳರು ಅಲ್ಲಿದ್ದ ನಗದನ್ನು ದೋಚಿದ್ದಾರೆ. ಸಿಸಿ ಕ್ಯಾಮರಾ ದೃಶ್ಯಾವಳಿಗಳನ್ನು ಆಧರಿಸಿ ಪೊಲೀಸರು ತನಿಖೆ ಆರಂಭಿಸಿದ್ದಾರೆ. ಬೆರಳಚ್ಚು ತಜ್ಞರು ಹಾಗೂ ಶ್ವಾನದಳದೊಂದಿಗೆ ಸ್ಥಳಕ್ಕೆ ಭೇಟಿ ನೀಡಿದ ಕೆ.ಆರ್. ಠಾಣೆ ಇನ್‌ಸ್ಪೆಕ್ಟರ್ ಶ್ರೀನಿವಾಸ್ ಹಾಗೂ ಸಿಬ್ಬಂದಿ ಪರಿಶೀಲನೆ ನಡೆಸಿದರು. ಮಂಕಿ ಕ್ಯಾಪ್ ಧರಿಸಿದ್ದ ಕಳ್ಳರು ಕೈಗಳಿಗೆ ಗ್ಲೌಸ್ ಹಾಕಿಕೊಂಡಿದ್ದರು. — [993, 489, 1230, 676]
student-photo — [1165, 1274, 1239, 1372]
trauma-headline-1: ಕೊರೊನಾ ಸೋಂಕಿತರಿಗೆ ಟ್ರಾಮಾ — [579, 1107, 986, 1153]
student-photo — [1085, 1274, 1159, 1372]
trauma-subhead: ಮಂಗಳವಾರದ ನಂತರ ಕೆಆರ್‌ಆಸ್ಪತ್ರೆಯಲ್ಲಿ ಕೋವಿಡ್ ಪರೀಕ್ಷೆ ಸ್ಥಗಿತಕ್ಕೆ ಚಿಂತನೆ — [589, 1207, 976, 1225]
k544-body: ಹೊಸ ಪ್ರಕರಣಗಳೊಂದಿಗೆ ಮತ್ತು 89 ಮಂದಿ ಮೃತಪಟ್ಟಿದ್ದು ರಾಜ್ಯದಲ್ಲಿ ಬುಧವಾರ 7883 ಮಂದಿಗೆ ಸೋಂಕು ದೃಢಪಟ್ಟಿದೆ. ಒಟ್ಟು 1,19,494 ಮಂದಿ ಸೋಂಕಿನಿಂದ ಗುಣಮುಖರಾಗಿದ್ದಾರೆ. ಇಂದು 7034 ಮಂದಿ ಗುಣಮುಖರಾಗಿ ಆಸ್ಪತ್ರೆಯಿಂದ ಬಿಡುಗಡೆಯಾಗಿದ್ದಾರೆ. ಈವರೆಗೆ 1,12,633 ಮಂದಿ ಗುಣಮುಖರಾಗಿದ್ದಾರೆ. 113 ಮಂದಿ ಸಾವನ್ನಪ್ಪಿದ್ದು, ಸಾವಿನ ಸಂಖ್ಯೆ 3510ಕ್ಕೆ ಏರಿಕೆಯಾಗಿದೆ. — [81, 1936, 480, 2028]
cm-photo — [81, 1113, 175, 1206]
mid-col-rule — [1073, 727, 1075, 1751]
masthead-rule — [81, 119, 1485, 122]
